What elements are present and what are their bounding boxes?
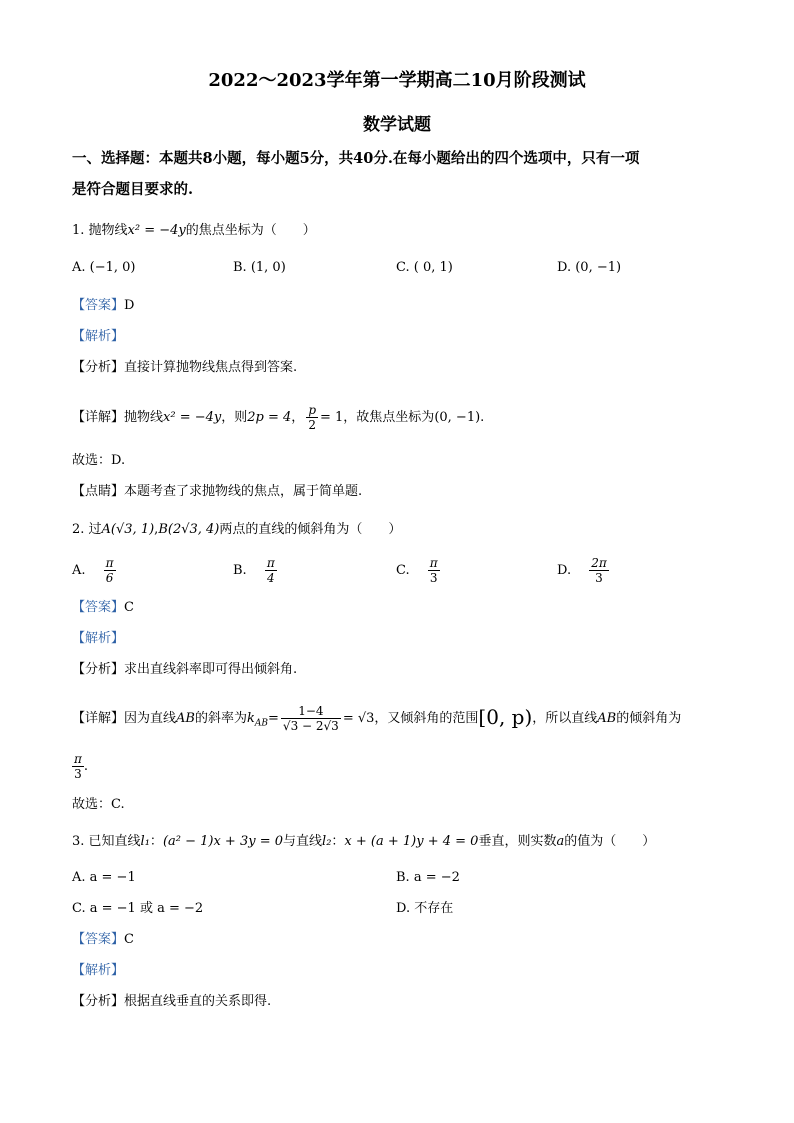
- q2-option-d: D. $\frac{2\pi}{3}$: [557, 556, 607, 585]
- q2-slope-fraction: $\frac{1-4}{√3 - 2√3}$: [282, 704, 339, 733]
- q1-analysis-heading: 【解析】: [72, 329, 125, 344]
- q2-point-b: B(2√3, 4): [158, 522, 220, 537]
- page-subtitle: 数学试题: [363, 115, 431, 135]
- q2-option-a: A. $\frac{\pi}{6}$: [72, 556, 114, 585]
- q3-analysis-heading: 【解析】: [72, 963, 125, 978]
- q2-option-b: B. $\frac{\pi}{4}$: [233, 556, 275, 585]
- q3-line1-equation: (a² − 1)x + 3y = 0: [162, 834, 284, 849]
- q2-answer: 【答案】C: [72, 600, 134, 615]
- q1-detail: 【详解】抛物线x² = −4y，则2p = 4， $\frac{p}{2}$ = 1，故焦点坐标为(0, −1).: [72, 403, 485, 432]
- q2-detail: 【详解】因为直线AB的斜率为$k_{AB}=$ $\frac{1-4}{√3 - 2√3}$ = √3，又倾斜角的范围[0, p)，所以直线AB的倾斜角为: [72, 704, 682, 733]
- q3-option-a: A. a = −1: [72, 870, 136, 885]
- q1-detail-fraction: $\frac{p}{2}$: [308, 403, 316, 432]
- q1-fenxi: 【分析】直接计算抛物线焦点得到答案.: [72, 360, 298, 375]
- q2-detail-result: $\frac{\pi}{3}$ .: [74, 752, 89, 781]
- q1-answer: 【答案】D: [72, 298, 135, 313]
- q1-stem: 1. 抛物线x² = −4y的焦点坐标为（ ）: [72, 223, 316, 238]
- q3-answer: 【答案】C: [72, 932, 134, 947]
- q1-option-d: D. (0, −1): [557, 260, 622, 275]
- q2-fenxi: 【分析】求出直线斜率即可得出倾斜角.: [72, 662, 298, 677]
- q1-choose: 故选：D.: [72, 453, 126, 468]
- q2-analysis-heading: 【解析】: [72, 631, 125, 646]
- q2-option-c: C. $\frac{\pi}{3}$: [396, 556, 438, 585]
- q2-choose: 故选：C.: [72, 797, 125, 812]
- page-title: 2022～2023学年第一学期高二10月阶段测试: [208, 70, 586, 91]
- q3-option-d: D. 不存在: [396, 901, 454, 916]
- q3-stem: 3. 已知直线l₁：(a² − 1)x + 3y = 0与直线l₂：x + (a + 1)y + 4 = 0垂直，则实数a的值为（ ）: [72, 834, 656, 849]
- q3-option-c: C. a = −1 或 a = −2: [72, 901, 204, 916]
- q3-fenxi: 【分析】根据直线垂直的关系即得.: [72, 994, 272, 1009]
- section-heading-line2: 是符合题目要求的.: [72, 181, 194, 198]
- section-heading-line1: 一、选择题：本题共8小题，每小题5分，共40分.在每小题给出的四个选项中，只有一项: [72, 150, 640, 167]
- q1-option-a: A. (−1, 0): [72, 260, 136, 275]
- q2-stem: 2. 过A(√3, 1),B(2√3, 4)两点的直线的倾斜角为（ ）: [72, 522, 402, 537]
- q1-option-b: B. (1, 0): [233, 260, 286, 275]
- q1-option-c: C. ( 0, 1): [396, 260, 453, 275]
- q2-point-a: A(√3, 1): [101, 522, 155, 537]
- q1-comment: 【点睛】本题考查了求抛物线的焦点，属于简单题.: [72, 484, 363, 499]
- q1-expr: x² = −4y: [127, 223, 186, 238]
- answer-tag: 【答案】: [72, 298, 125, 313]
- q3-line2-equation: x + (a + 1)y + 4 = 0: [344, 834, 479, 849]
- q3-option-b: B. a = −2: [396, 870, 460, 885]
